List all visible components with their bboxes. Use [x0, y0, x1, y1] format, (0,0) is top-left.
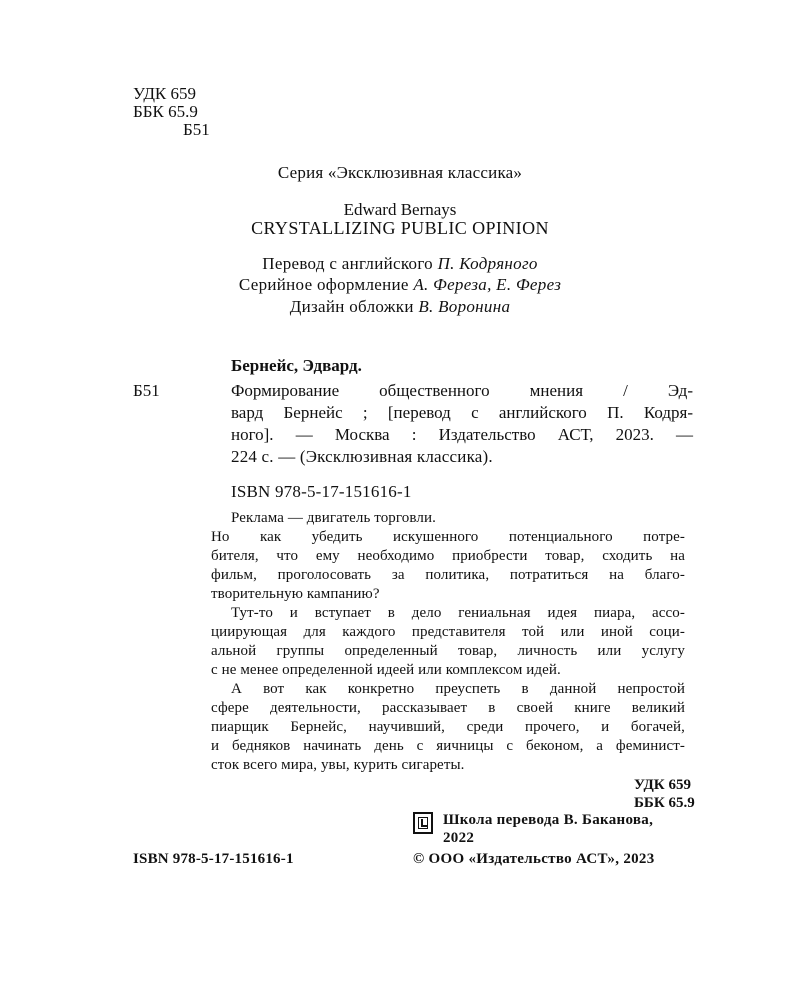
original-author: Edward Bernays: [343, 200, 457, 219]
annotation-line-2: Но как убедить искушенного потенциального потре-: [211, 529, 685, 545]
series-title: Серия «Эксклюзивная классика»: [277, 163, 523, 182]
catalog-line-4: 224 с. — (Эксклюзивная классика).: [231, 447, 493, 466]
annotation-line-10: А вот как конкретно преуспеть в данной непростой: [231, 681, 685, 697]
series-design-credit: [0, 275, 800, 295]
annotation-line-11: сфере деятельности, рассказывает в своей книге великий: [211, 700, 685, 716]
catalog-line-3: ного]. — Москва : Издательство АСТ, 2023. —: [231, 425, 693, 444]
annotation-line-5: творительную кампанию?: [211, 586, 380, 602]
original-title: CRYSTALLIZING PUBLIC OPINION: [251, 218, 549, 238]
catalog-line-1: Формирование общественного мнения / Эд-: [231, 381, 693, 400]
translator-name: П. Кодряного: [437, 254, 538, 273]
annotation-line-3: бителя, что ему необходимо приобрести товар, сходить на: [211, 548, 685, 564]
school-credit-line-2: 2022: [443, 830, 475, 846]
author-mark-code: Б51: [183, 120, 210, 139]
cover-designer-name: В. Воронина: [418, 297, 511, 316]
translation-credit: [0, 254, 800, 274]
annotation-line-4: фильм, проголосовать за политика, потратиться на благо-: [211, 567, 685, 583]
annotation-line-12: пиарщик Бернейс, научивший, среди прочего, и богачей,: [211, 719, 685, 735]
annotation-line-1: Реклама — двигатель торговли.: [231, 510, 436, 526]
series-design-label: Серийное оформление: [238, 275, 409, 294]
annotation-line-8: альной группы определенный товар, личность или услугу: [211, 643, 685, 659]
bottom-bbk-code: ББК 65.9: [634, 795, 695, 811]
catalog-author-heading: Бернейс, Эдвард.: [231, 356, 362, 375]
annotation-line-7: циирующая для каждого представителя той или иной соци-: [211, 624, 685, 640]
catalog-line-2: вард Бернейс ; [перевод с английского П. Кодря-: [231, 403, 693, 422]
bbk-code: ББК 65.9: [133, 102, 198, 121]
bottom-udk-code: УДК 659: [634, 777, 691, 793]
annotation-line-6: Тут-то и вступает в дело гениальная идея пиара, ассо-: [231, 605, 685, 621]
annotation-line-13: и бедняков начинать день с яичницы с беконом, а феминист-: [211, 738, 685, 754]
school-logo-icon: [413, 812, 433, 834]
series-designer-names: А. Фереза, Е. Ферез: [413, 275, 562, 294]
imprint-isbn: ISBN 978-5-17-151616-1: [133, 851, 294, 867]
catalog-code: Б51: [133, 381, 160, 400]
school-credit-line-1: Школа перевода В. Баканова,: [443, 812, 654, 828]
udk-code: УДК 659: [133, 84, 197, 103]
annotation-line-9: с не менее определенной идеей или комплексом идей.: [211, 662, 561, 678]
catalog-isbn: ISBN 978-5-17-151616-1: [231, 482, 412, 501]
translation-label: Перевод с английского: [262, 254, 433, 273]
publisher-copyright: © ООО «Издательство АСТ», 2023: [413, 851, 655, 867]
cover-design-label: Дизайн обложки: [289, 297, 414, 316]
annotation-line-14: сток всего мира, увы, курить сигареты.: [211, 757, 465, 773]
cover-design-credit: [0, 297, 800, 317]
